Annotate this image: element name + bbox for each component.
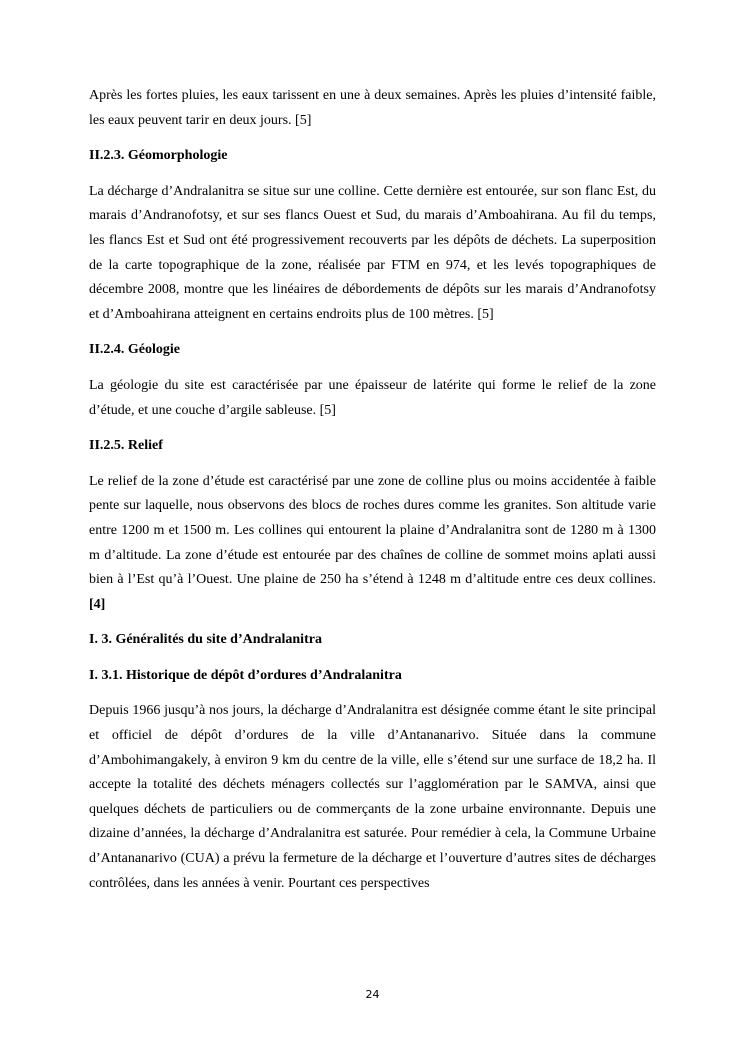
document-page [89,84,656,907]
heading-geologie: II.2.4. Géologie [89,342,180,358]
heading-geomorphologie: II.2.3. Géomorphologie [89,148,228,164]
heading-relief: II.2.5. Relief [89,438,163,454]
heading-generalites: I. 3. Généralités du site d’Andralanitra [89,632,322,648]
reference-marker: [4] [89,596,106,612]
paragraph-hydrology-end: Après les fortes pluies, les eaux tarissent en une à deux semaines. Après les pluies d’intensité faible, les eaux peuvent tarir en deux jours. [5] [89,88,656,128]
page-number: 24 [365,988,380,1001]
paragraph-geomorphologie: La décharge d’Andralanitra se situe sur une colline. Cette dernière est entourée, sur son flanc Est, du marais d’Andranofotsy, et sur ses flancs Ouest et Sud, du marais d’Amboahirana. Au fil du temps, les flancs Est et Sud ont été progressivement recouverts par les dépôts de déchets. La superposition de la carte topographique de la zone, réalisée par FTM en 974, et les levés topographiques de décembre 2008, montre que les linéaires de débordements de dépôts sur les marais d’Andranofotsy et d’Amboahirana atteignent en certains endroits plus de 100 mètres. [5] [89,183,656,322]
paragraph-geologie: La géologie du site est caractérisée par une épaisseur de latérite qui forme le relief de la zone d’étude, et une couche d’argile sableuse. [5] [89,377,656,418]
paragraph-relief [89,470,656,618]
heading-historique: I. 3.1. Historique de dépôt d’ordures d’Andralanitra [89,667,402,683]
paragraph-historique: Depuis 1966 jusqu’à nos jours, la décharge d’Andralanitra est désignée comme étant le site principal et officiel de dépôt d’ordures de la ville d’Antananarivo. Située dans la commune d’Ambohimangakely, à environ 9 km du centre de la ville, elle s’étend sur une surface de 18,2 ha. Il accepte la totalité des déchets ménagers collectés sur l’agglomération par le SAMVA, ainsi que quelques déchets de particuliers ou de commerçants de la zone urbaine environnante. Depuis une dizaine d’années, la décharge d’Andralanitra est saturée. Pour remédier à cela, la Commune Urbaine d’Antananarivo (CUA) a prévu la fermeture de la décharge et l’ouverture d’autres sites de décharges contrôlées, dans les années à venir. Pourtant ces perspectives [89,703,656,891]
paragraph-relief-text: Le relief de la zone d’étude est caractérisé par une zone de colline plus ou moins accidentée à faible pente sur laquelle, nous observons des blocs de roches dures comme les granites. Son altitude varie entre 1200 m et 1500 m. Les collines qui entourent la plaine d’Andralanitra sont de 1280 m à 1300 m d’altitude. La zone d’étude est entourée par des chaînes de colline de sommet moins aplati aussi bien à l’Est qu’à l’Ouest. Une plaine de 250 ha s’étend à 1248 m d’altitude entre ces deux collines. [89,473,656,588]
